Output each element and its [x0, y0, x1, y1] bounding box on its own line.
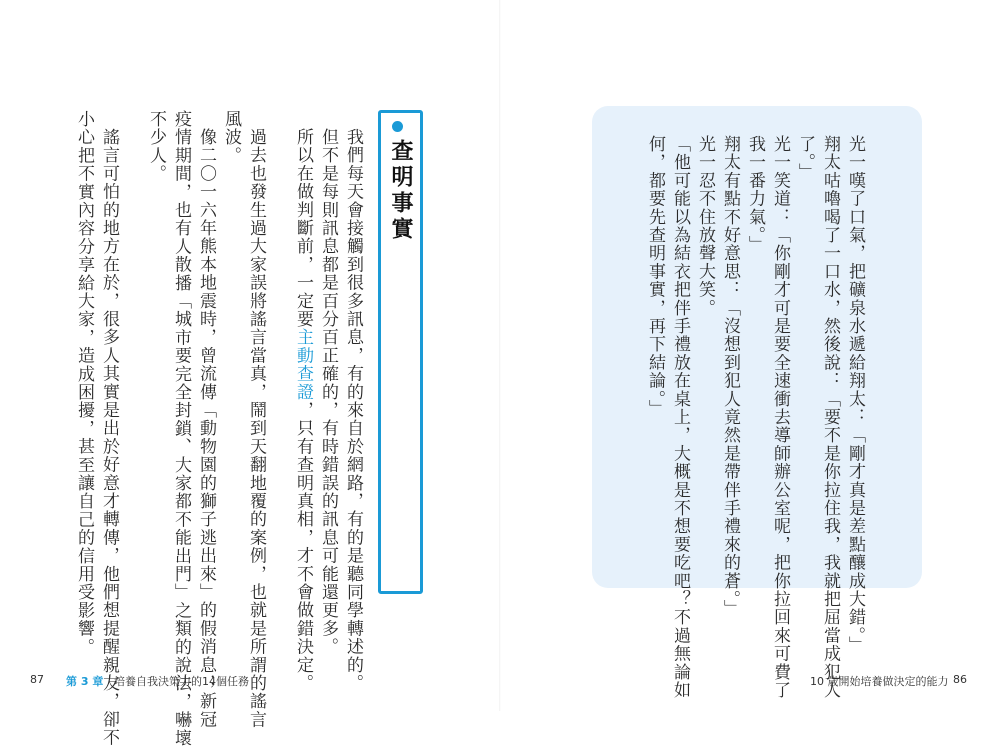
body-line: 不少人。	[146, 110, 166, 183]
story-line: 光一笑道：「你剛才可是要全速衝去導師辦公室呢，把你拉回來可費了	[770, 135, 790, 700]
story-line: 我一番力氣。」	[745, 135, 765, 254]
story-line: 了。」	[795, 135, 815, 182]
story-line: 「他可能以為結衣把伴手禮放在桌上，大概是不想要吃吧？不過無論如	[670, 135, 690, 700]
page-gutter	[499, 0, 501, 711]
body-line: 謠言可怕的地方在於，很多人其實是出於好意才轉傳，他們想提醒親友，卻不	[99, 128, 119, 747]
body-line: 我們每天會接觸到很多訊息，有的來自於網路，有的是聽同學轉述的。	[343, 128, 363, 693]
section-heading: 查明事實	[388, 139, 413, 243]
body-line: 小心把不實內容分享給大家，造成困擾，甚至讓自己的信用受影響。	[74, 110, 94, 656]
body-line	[292, 128, 314, 692]
story-line: 光一忍不住放聲大笑。	[695, 135, 715, 317]
highlight-active-verify: 主動查證	[293, 328, 313, 402]
body-text: ，只有查明真相，才不會做錯決定。	[293, 401, 313, 693]
story-line: 何，都要先查明事實，再下結論。」	[645, 135, 665, 418]
body-line: 過去也發生過大家誤將謠言當真，鬧到天翻地覆的案例，也就是所謂的謠言	[246, 128, 266, 729]
story-line: 翔太有點不好意思：「沒想到犯人竟然是帶伴手禮來的蒼。」	[720, 135, 740, 618]
body-line: 但不是每則訊息都是百分百正確的，有時錯誤的訊息可能還更多。	[318, 128, 338, 656]
part-title: 培養自我決策力的14個任務	[114, 675, 249, 688]
page-number-left: 87	[30, 673, 44, 686]
body-line: 疫情期間，也有人散播「城市要完全封鎖、大家都不能出門」之類的說法，嚇壞	[171, 110, 191, 747]
story-line: 翔太咕嚕喝了一口水，然後說：「要不是你拉住我，我就把屈當成犯人	[820, 135, 840, 700]
page-number-right: 86	[953, 673, 967, 686]
body-text: 所以在做判斷前，一定要	[293, 128, 313, 329]
story-line: 光一嘆了口氣，把礦泉水遞給翔太：「剛才真是差點釀成大錯。」	[845, 135, 865, 655]
body-line: 像二〇一六年熊本地震時，曾流傳「動物園的獅子逃出來」的假消息；新冠	[196, 128, 216, 729]
body-line: 風波。	[221, 110, 241, 165]
book-title: 10 歲開始培養做決定的能力	[810, 675, 949, 688]
chapter-label: 第 3 章	[66, 675, 104, 688]
heading-bullet-icon	[392, 121, 403, 132]
